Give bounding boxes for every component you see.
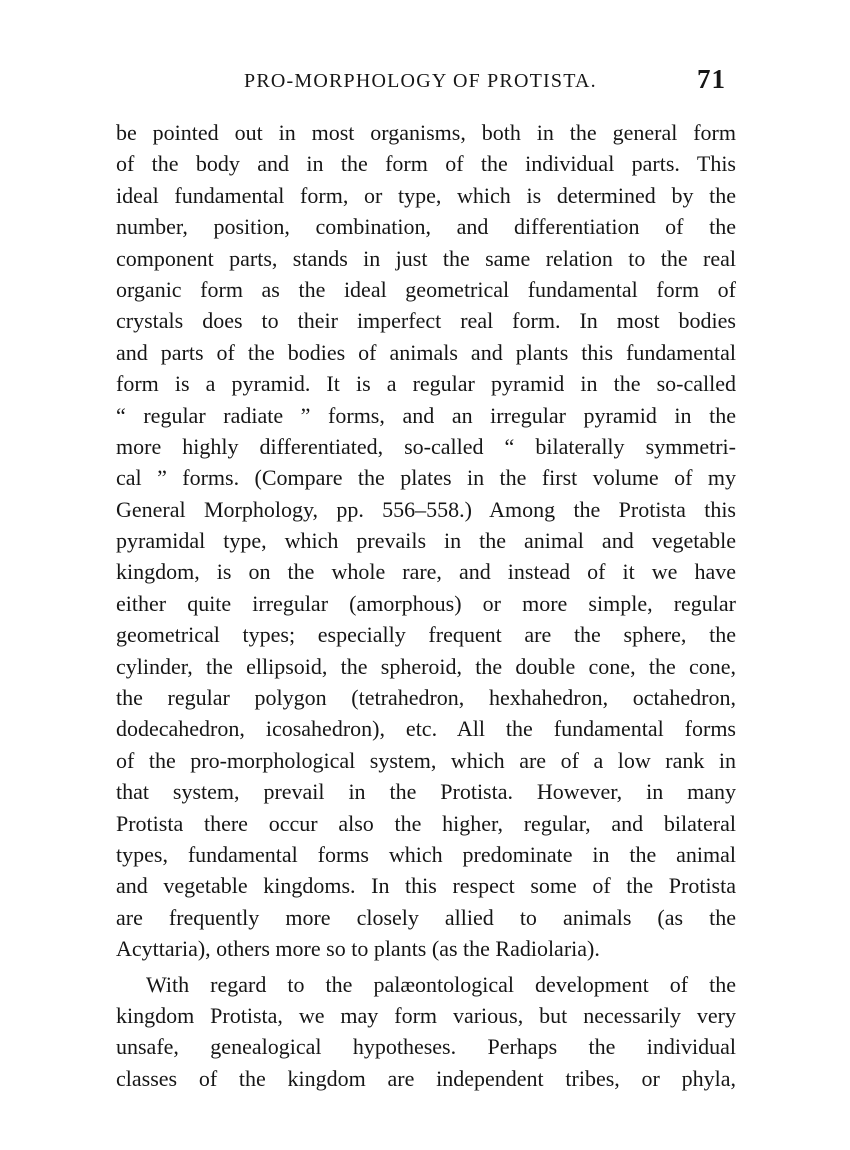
text-line: are frequently more closely allied to animals (as the <box>116 904 736 930</box>
text-line: Protista there occur also the higher, regular, and bilateral <box>116 810 736 836</box>
text-line: “ regular radiate ” forms, and an irregular pyramid in the <box>116 402 736 428</box>
page-number: 71 <box>697 64 726 94</box>
text-line: organic form as the ideal geometrical fundamental form of <box>116 276 736 302</box>
text-line: form is a pyramid. It is a regular pyramid in the so-called <box>116 371 736 397</box>
text-line: General Morphology, pp. 556–558.) Among the Protista this <box>116 496 736 522</box>
text-line: With regard to the palæontological development of the <box>146 971 736 997</box>
text-line: and parts of the bodies of animals and plants this fundamental <box>116 339 736 365</box>
text-line: crystals does to their imperfect real form. In most bodies <box>116 308 736 334</box>
text-line: of the pro-morphological system, which are of a low rank in <box>116 747 736 773</box>
text-line: either quite irregular (amorphous) or more simple, regular <box>116 590 736 616</box>
text-line: kingdom, is on the whole rare, and instead of it we have <box>116 559 736 585</box>
paragraph-2 <box>116 969 736 1095</box>
text-line: that system, prevail in the Protista. However, in many <box>116 779 736 805</box>
text-line: unsafe, genealogical hypotheses. Perhaps the individual <box>116 1034 736 1060</box>
text-line: ideal fundamental form, or type, which is determined by the <box>116 182 736 208</box>
running-title: PRO-MORPHOLOGY OF PROTISTA. <box>244 70 597 92</box>
text-line: cylinder, the ellipsoid, the spheroid, the double cone, the cone, <box>116 653 736 679</box>
body-text <box>116 117 736 1094</box>
text-line: types, fundamental forms which predominate in the animal <box>116 841 736 867</box>
text-line: more highly differentiated, so-called “ bilaterally symmetri- <box>116 433 736 459</box>
text-line: the regular polygon (tetrahedron, hexhahedron, octahedron, <box>116 685 736 711</box>
text-line: and vegetable kingdoms. In this respect some of the Protista <box>116 873 736 899</box>
text-line: pyramidal type, which prevails in the animal and vegetable <box>116 528 736 554</box>
text-line: be pointed out in most organisms, both in the general form <box>116 120 736 145</box>
text-line: dodecahedron, icosahedron), etc. All the fundamental forms <box>116 716 736 742</box>
text-line: cal ” forms. (Compare the plates in the first volume of my <box>116 465 736 491</box>
text-line: Acyttaria), others more so to plants (as the Radiolaria). <box>116 936 600 962</box>
paragraph-1 <box>116 117 736 965</box>
text-line: number, position, combination, and differentiation of the <box>116 214 736 240</box>
text-line: geometrical types; especially frequent are the sphere, the <box>116 622 736 648</box>
text-line: kingdom Protista, we may form various, but necessarily very <box>116 1002 736 1028</box>
text-line: component parts, stands in just the same relation to the real <box>116 245 736 271</box>
text-line: of the body and in the form of the individual parts. This <box>116 151 736 177</box>
text-line: classes of the kingdom are independent tribes, or phyla, <box>116 1065 736 1091</box>
